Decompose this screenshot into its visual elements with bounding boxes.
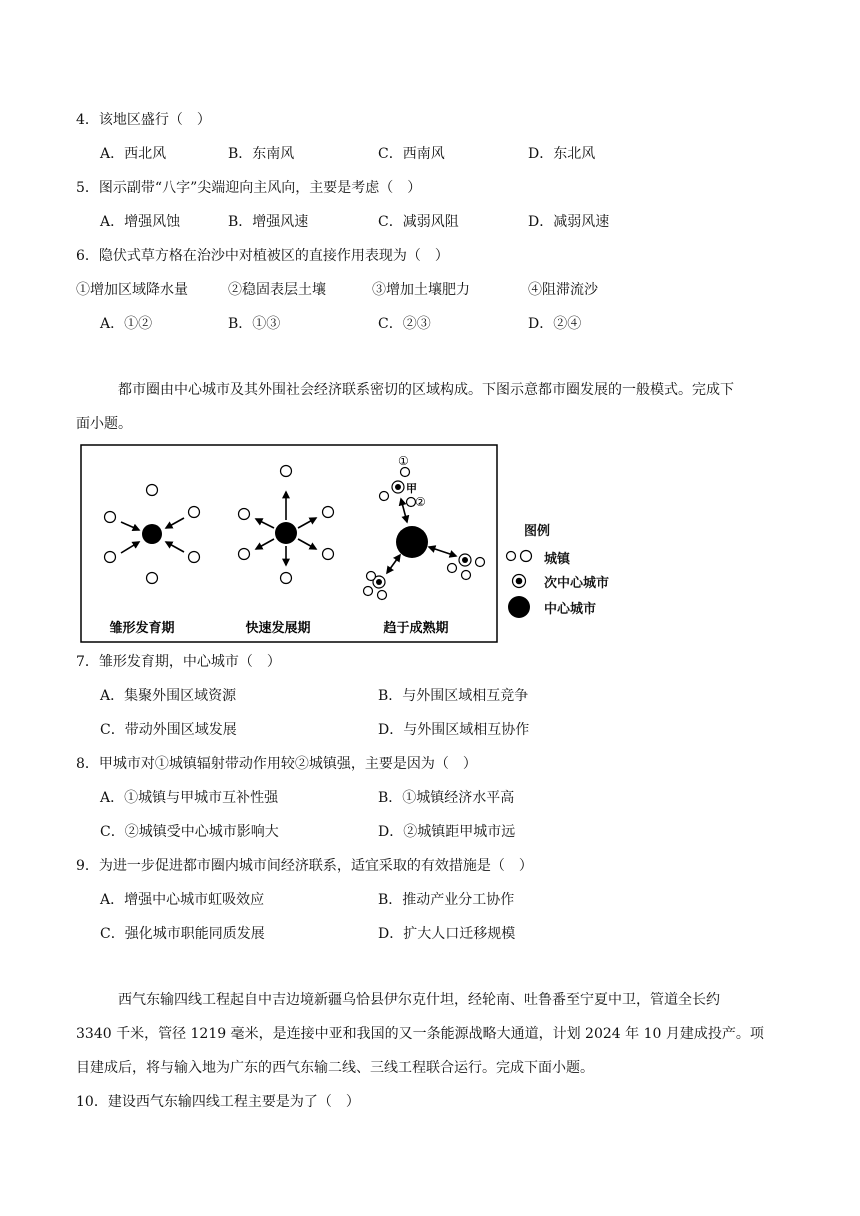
option-a: A．①② [100, 316, 153, 332]
option-d: D．②城镇距甲城市远 [378, 824, 516, 840]
option-d: D．与外围区域相互协作 [378, 722, 530, 738]
center-city-icon [142, 524, 162, 544]
option-b: B．①③ [228, 316, 281, 332]
question-6-options [100, 314, 800, 334]
town-icon [105, 512, 116, 523]
question-5-stem: 5．图示副带“八字”尖端迎向主风向，主要是考虑（ ） [76, 180, 422, 196]
option-a: A．增强中心城市虹吸效应 [100, 892, 265, 908]
option-d: D．东北风 [528, 146, 596, 162]
marker-1-label: ① [398, 454, 409, 468]
question-4-options [100, 144, 800, 164]
metropolitan-development-diagram [80, 444, 500, 644]
option-b: B．①城镇经济水平高 [378, 790, 515, 806]
option-a: A．西北风 [100, 146, 167, 162]
statement-1: ①增加区域降水量 [76, 282, 188, 298]
passage-line: 3340 千米，管径 1219 毫米，是连接中亚和我国的又一条能源战略大通道，计划 2024 年 10 月建成投产。项 [76, 1026, 764, 1042]
option-d: D．减弱风速 [528, 214, 610, 230]
question-9-stem: 9．为进一步促进都市圈内城市间经济联系，适宜采取的有效措施是（ ） [76, 858, 533, 874]
marker-2-label: ② [415, 495, 426, 509]
option-c: C．②③ [378, 316, 431, 332]
town-1-icon [401, 468, 410, 477]
town-icon [323, 549, 334, 560]
passage-line: 目建成后，将与输入地为广东的西气东输二线、三线工程联合运行。完成下面小题。 [76, 1060, 594, 1076]
option-b: B．推动产业分工协作 [378, 892, 515, 908]
town-icon [448, 564, 457, 573]
question-7-options-row2 [100, 720, 800, 740]
question-8-options-row1 [100, 788, 800, 808]
stage-label-rapid: 快速发展期 [245, 621, 311, 636]
statement-4: ④阻滞流沙 [528, 282, 598, 298]
question-7-stem: 7．雏形发育期，中心城市（ ） [76, 654, 281, 670]
question-10-stem: 10．建设西气东输四线工程主要是为了（ ） [76, 1094, 360, 1110]
option-a: A．①城镇与甲城市互补性强 [100, 790, 279, 806]
town-icon [189, 507, 200, 518]
question-9-options-row2 [100, 924, 800, 944]
town-icon [281, 573, 292, 584]
town-icon [323, 507, 334, 518]
town-icon [281, 466, 292, 477]
passage-metropolitan-area [76, 380, 786, 434]
town-icon [105, 552, 116, 563]
option-d: D．扩大人口迁移规模 [378, 926, 516, 942]
option-c: C．减弱风阻 [378, 214, 459, 230]
center-city-legend-icon [506, 594, 532, 620]
stage-label-mature: 趋于成熟期 [383, 621, 449, 636]
legend-center: 中心城市 [544, 602, 597, 617]
question-8-stem: 8．甲城市对①城镇辐射带动作用较②城镇强，主要是因为（ ） [76, 756, 477, 772]
town-icon [462, 571, 471, 580]
option-c: C．西南风 [378, 146, 445, 162]
town-icon [239, 509, 250, 520]
option-b: B．与外围区域相互竞争 [378, 688, 529, 704]
town-legend-icon [504, 548, 538, 564]
passage-line: 西气东输四线工程起自中吉边境新疆乌恰县伊尔克什坦，经轮南、吐鲁番至宁夏中卫，管道全长约 [118, 992, 720, 1008]
legend-title: 图例 [524, 524, 551, 539]
town-icon [380, 492, 389, 501]
town-icon [147, 485, 158, 496]
question-8-options-row2 [100, 822, 800, 842]
town-icon [476, 558, 485, 567]
statement-2: ②稳固表层土壤 [228, 282, 326, 298]
statement-3: ③增加土壤肥力 [372, 282, 470, 298]
option-a: A．集聚外围区域资源 [100, 688, 237, 704]
option-c: C．②城镇受中心城市影响大 [100, 824, 279, 840]
town-icon [364, 587, 373, 596]
sub-center-legend-icon [510, 572, 530, 590]
question-4-stem: 4．该地区盛行（ ） [76, 112, 211, 128]
passage-line: 面小题。 [76, 416, 132, 432]
stage-label-embryonic: 雏形发育期 [109, 621, 175, 636]
option-d: D．②④ [528, 316, 582, 332]
marker-jia-label: 甲 [406, 482, 417, 495]
legend-sub-center: 次中心城市 [544, 576, 610, 591]
option-a: A．增强风蚀 [100, 214, 181, 230]
passage-west-east-gas [76, 990, 786, 1078]
option-c: C．强化城市职能同质发展 [100, 926, 265, 942]
center-city-icon [275, 522, 297, 544]
option-c: C．带动外围区域发展 [100, 722, 237, 738]
town-icon [147, 573, 158, 584]
legend-town: 城镇 [544, 552, 571, 567]
question-6-statements [76, 280, 776, 300]
center-city-icon [396, 526, 428, 558]
town-icon [189, 552, 200, 563]
question-7-options-row1 [100, 686, 800, 706]
question-9-options-row1 [100, 890, 800, 910]
town-icon [367, 572, 376, 581]
question-5-options [100, 212, 800, 232]
town-icon [239, 549, 250, 560]
question-6-stem: 6．隐伏式草方格在治沙中对植被区的直接作用表现为（ ） [76, 248, 449, 264]
option-b: B．增强风速 [228, 214, 309, 230]
option-b: B．东南风 [228, 146, 295, 162]
passage-line: 都市圈由中心城市及其外围社会经济联系密切的区域构成。下图示意都市圈发展的一般模式。完成下 [118, 382, 734, 398]
town-icon [378, 591, 387, 600]
figure-legend [504, 518, 634, 618]
